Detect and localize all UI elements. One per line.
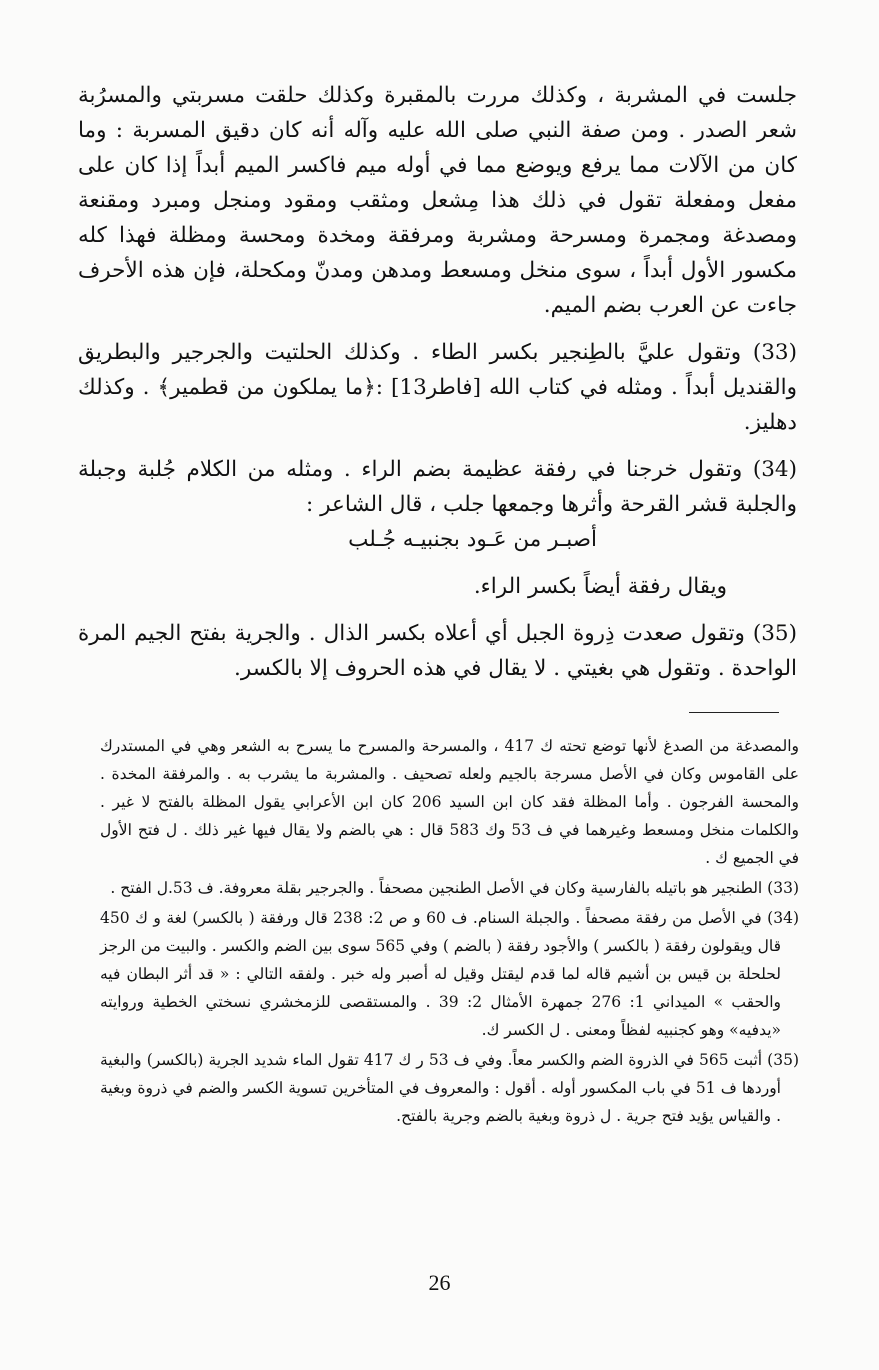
footnote-35: (35) أثبت 565 في الذروة الضم والكسر معاً. وفي ف 53 ر ك 417 تقول الماء شديد الجرية (بالكسر) والبغية أوردها ف 51 في باب المكسور أوله . أقول : والمعروف في المتأخرين تسوية الكسر والضم في ذروة وبغية . والقياس يؤيد فتح جرية . ل ذروة وبغية بالضم وجرية بالفتح. <box>100 1051 799 1125</box>
footnotes <box>100 732 799 1132</box>
verse-continuation: ويقال رفقة أيضاً بكسر الراء. <box>473 574 727 599</box>
paragraph-33: (33) وتقول عليَّ بالطِنجير بكسر الطاء . وكذلك الحلتيت والجرجير والبطريق والقنديل أبداً . ومثله في كتاب الله [فاطر13] :﴿ما يملكون من قطمير﴾ . وكذلك دهليز. <box>78 340 797 435</box>
paragraph-34: (34) وتقول خرجنا في رفقة عظيمة بضم الراء . ومثله من الكلام جُلبة وجبلة والجلبة قشر القرحة وأثرها وجمعها جلب ، قال الشاعر : <box>78 457 797 517</box>
footnote-33: (33) الطنجير هو باتيله بالفارسية وكان في الأصل الطنجين مصحفاً . والجرجير بقلة معروفة. ف 53.ل الفتح . <box>110 879 799 897</box>
main-text <box>78 78 797 698</box>
paragraph-intro: جلست في المشربة ، وكذلك مررت بالمقبرة وكذلك حلقت مسربتي والمسرُبة شعر الصدر . ومن صفة النبي صلى الله عليه وآله أنه كان دقيق المسربة : وما كان من الآلات مما يرفع ويوضع مما في أوله ميم فاكسر الميم أبداً إذا كان على مفعل ومفعلة تقول في ذلك هذا مِشعل ومثقب ومقود ومنجل ومبرد ومقنعة ومصدغة ومجمرة ومسرحة ومشربة ومرفقة ومخدة ومحسة ومظلة فهذا كله مكسور الأول أبداً ، سوى منخل ومسعط ومدهن ومدنّ ومكحلة، فإن هذه الأحرف جاءت عن العرب بضم الميم. <box>78 83 797 318</box>
page-number: 26 <box>428 1270 451 1295</box>
paragraph-35: (35) وتقول صعدت ذِروة الجبل أي أعلاه بكسر الذال . والجرية بفتح الجيم المرة الواحدة . وتقول هي بغيتي . لا يقال في هذه الحروف إلا بالكسر. <box>78 621 797 681</box>
footnote-separator <box>689 712 779 713</box>
footnote-34: (34) في الأصل من رفقة مصحفاً . والجبلة السنام. ف 60 و ص 2: 238 قال ورفقة ( بالكسر) لغة و ك 450 قال ويقولون رفقة ( بالكسر ) والأجود رفقة ( بالضم ) وفي 565 سوى بين الضم والكسر . والبيت من الرجز لحلحلة بن قيس بن أشيم قاله لما قدم ليقتل وقيل له أصبر وله خبر . ولفقه التالي : « قد أثر البطان فيه والحقب » الميداني 1: 276 جمهرة الأمثال 2: 39 . والمستقصى للزمخشري نسختي الخطية وروايته «يدفيه» وهو كجنبيه لفظاً ومعنى . ل الكسر ك. <box>100 909 799 1039</box>
footnote-continuation: والمصدغة من الصدغ لأنها توضع تحته ك 417 ، والمسرحة والمسرح ما يسرح به الشعر وهي في المستدرك على القاموس وكان في الأصل مسرجة بالجيم ولعله تصحيف . والمشربة ما يشرب به . والمرفقة المخدة . والمحسة الفرجون . وأما المظلة فقد كان ابن السيد 206 كان ابن الأعرابي يقول المظلة بالفتح لا غير . والكلمات منخل ومسعط وغيرهما في ف 53 وك 583 قال : هي بالضم ولا يقال فيها غير ذلك . ل فتح الأول في الجميع ك . <box>100 737 799 867</box>
verse-line: أصبـر من عَـود بجنبيـه جُـلب <box>348 527 597 552</box>
